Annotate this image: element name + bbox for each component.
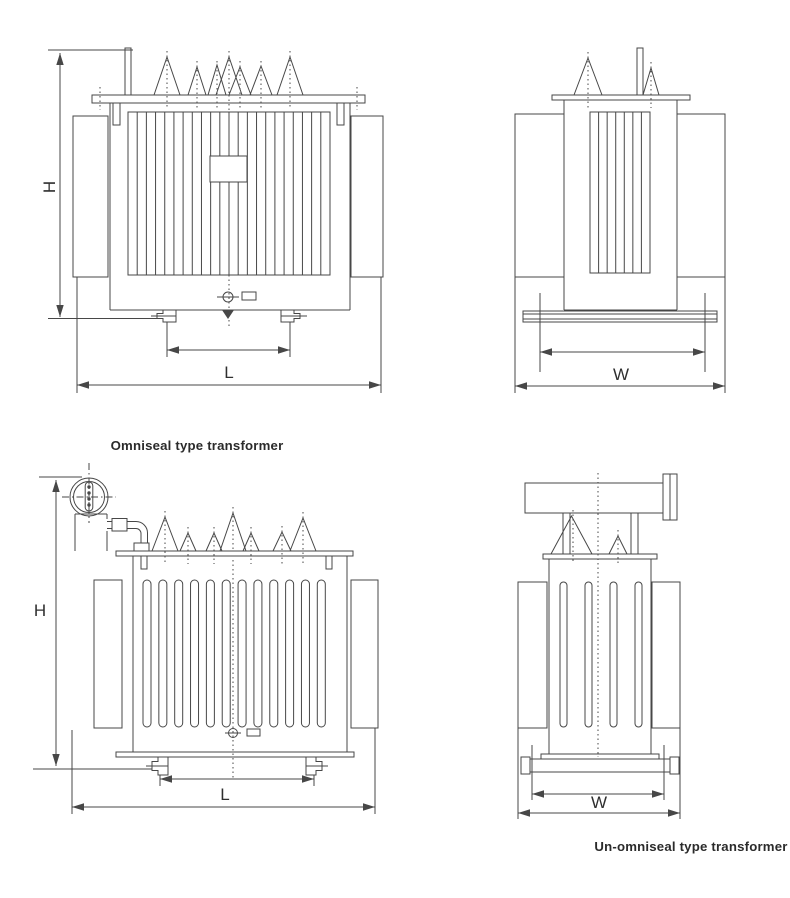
nameplate <box>210 156 247 182</box>
width-label: W <box>590 793 608 812</box>
unomniseal-caption: Un-omniseal type transformer <box>594 839 788 854</box>
omniseal-caption: Omniseal type transformer <box>110 438 284 453</box>
length-label: L <box>224 363 234 382</box>
height-label: H <box>33 601 47 620</box>
width-label: W <box>612 365 630 384</box>
length-label: L <box>220 785 230 804</box>
height-label: H <box>40 180 59 194</box>
